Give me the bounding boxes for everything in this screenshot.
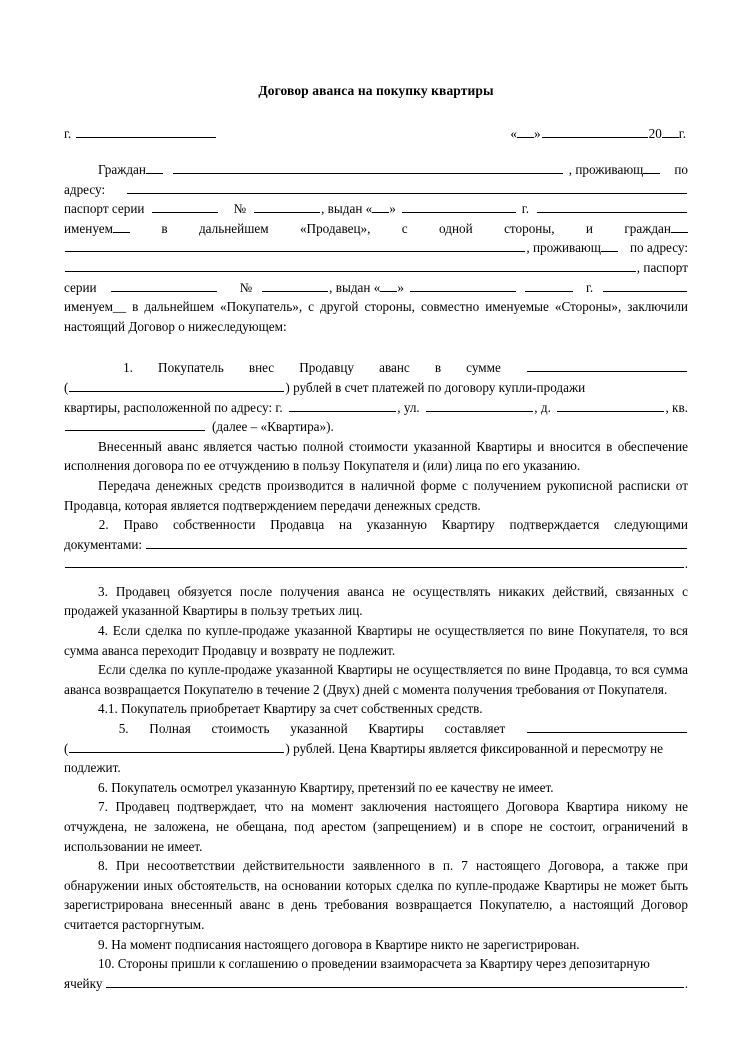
apartment-house-blank[interactable] xyxy=(557,399,665,412)
clause-5-w1: Полная xyxy=(149,721,191,737)
apartment-street-blank[interactable] xyxy=(426,399,534,412)
document-body xyxy=(64,0,688,993)
buyer-passport-number-blank[interactable] xyxy=(262,279,328,292)
full-price-words-blank[interactable] xyxy=(69,740,284,753)
buyer-residing-ending-blank[interactable] xyxy=(601,240,618,252)
further-word: дальнейшем xyxy=(198,220,269,236)
clause-1-w3: Продавцу xyxy=(299,360,355,376)
buyer-by-address-label: по адресу: xyxy=(629,240,688,256)
buyer-residing-label: проживающ xyxy=(533,238,618,258)
named-ending-blank[interactable] xyxy=(113,221,130,233)
seller-address-line xyxy=(64,180,688,200)
clause-2-number: 2. xyxy=(98,517,109,533)
city-blank[interactable] xyxy=(76,125,216,138)
buyer-issued-month-blank[interactable] xyxy=(410,279,516,292)
buyer-citizen-word: граждан xyxy=(624,219,688,239)
buyer-issued-extra-blank[interactable] xyxy=(525,279,573,292)
buyer-name-line: , проживающ по адресу: xyxy=(64,238,688,258)
page-title: Договор аванса на покупку квартиры xyxy=(258,83,494,98)
clause-7-paragraph: 7. Продавец подтверждает, что на момент заключения настоящего Договора Квартира никому не отчуждена, не заложена, не обещана, под арестом (запрещением) и в споре не состоит, ограничений в использовании не имеет. xyxy=(64,799,688,854)
clause-2-w1: Право xyxy=(123,517,159,533)
seller-issued-month-blank[interactable] xyxy=(402,200,516,213)
deposit-cell-blank[interactable] xyxy=(106,975,683,988)
seller-issued-year-blank[interactable] xyxy=(537,200,687,213)
apartment-city-blank[interactable] xyxy=(289,399,397,412)
seller-passport-number-blank[interactable] xyxy=(254,200,320,213)
buyer-passport-series-blank[interactable] xyxy=(111,279,217,292)
clause-1-line-1 xyxy=(64,358,688,378)
buyer-citizen-ending-blank[interactable] xyxy=(671,221,688,233)
clause-5-line2-tail: ) рублей. Цена Квартиры является фиксированной и пересмотру не xyxy=(285,740,663,756)
residing-ending-blank[interactable] xyxy=(643,162,660,174)
parties-block xyxy=(64,160,688,336)
clause-5-number: 5. xyxy=(118,721,129,737)
clause-1-address-prefix: квартиры, расположенной по адресу: г. xyxy=(64,399,283,415)
one-side-b: одной xyxy=(439,220,473,236)
clause-1a-paragraph: Внесенный аванс является частью полной стоимости указанной Квартиры и вносится в обеспечение исполнения договора по ее отчуждению в пользу Покупателя и (или) лица по его указанию. xyxy=(64,438,688,474)
seller-designation-line xyxy=(64,219,688,239)
buyer-passport-line xyxy=(64,278,688,298)
clause-3-paragraph: 3. Продавец обязуется после получения аванса не осуществлять никаких действий, связанных с продажей указанной Квартиры в пользу третьих лиц. xyxy=(64,583,688,619)
one-side-d: и xyxy=(585,220,593,236)
clause-6-paragraph: 6. Покупатель осмотрел указанную Квартиру, претензий по ее качеству не имеет. xyxy=(98,779,554,795)
clause-1-line4-tail: (далее – «Квартира»). xyxy=(212,419,334,435)
series-word: серии xyxy=(64,279,97,295)
clause-4b-paragraph: Если сделка по купле-продаже указанной Квартиры не осуществляется по вине Продавца, то вся сумма аванса возвращается Покупателю в течение 2 (Двух) дней с момента получения требования от Покупателя. xyxy=(64,662,688,697)
clause-5 xyxy=(64,719,688,778)
apartment-number-blank[interactable] xyxy=(65,418,205,431)
buyer-name-blank[interactable] xyxy=(65,239,525,252)
address-label: адресу: xyxy=(64,181,106,197)
city-label: г. xyxy=(64,126,72,141)
city-date-row xyxy=(64,125,688,142)
clause-1-w4: аванс xyxy=(379,360,410,376)
issued-year-label: г. xyxy=(521,201,529,217)
clause-1-number: 1. xyxy=(123,360,133,376)
clause-1-line-3 xyxy=(64,398,688,418)
clause-1-line-2: ( ) рублей в счет платежей по договору купли-продажи xyxy=(64,378,688,398)
number-sign: № xyxy=(233,201,247,217)
in-word: в xyxy=(161,220,168,236)
buyer-address-blank[interactable] xyxy=(65,259,636,272)
citizen-label: Граждан xyxy=(98,160,163,180)
issued-day-blank[interactable] xyxy=(372,201,389,213)
one-side-a: с xyxy=(401,220,408,236)
clause-10 xyxy=(64,954,688,993)
docs-label: документами: xyxy=(64,536,143,552)
clause-1-w6: сумме xyxy=(466,360,501,376)
clause-2-w4: на xyxy=(339,517,352,533)
clause-2-w2: собственности xyxy=(172,517,256,533)
clause-1-line2-tail: ) рублей в счет платежей по договору купли-продажи xyxy=(285,379,586,395)
clause-1-w2: внес xyxy=(248,360,275,376)
clause-1b-paragraph: Передача денежных средств производится в наличной форме с получением рукописной расписки от Продавца, которая является подтверждением передачи денежных средств. xyxy=(64,477,688,513)
clause-2-line-2 xyxy=(64,535,688,555)
full-price-blank[interactable] xyxy=(527,720,687,733)
clause-2-line-3: . xyxy=(64,554,688,574)
clause-9-paragraph: 9. На момент подписания настоящего договора в Квартире никто не зарегистрирован. xyxy=(98,936,580,952)
year-suffix: г. xyxy=(678,126,686,141)
by-label: по xyxy=(674,162,688,177)
clause-5-line-1 xyxy=(64,719,688,739)
clause-10-line-2: ячейку . xyxy=(64,974,688,994)
ownership-docs-blank-1[interactable] xyxy=(146,536,687,549)
day-blank[interactable] xyxy=(517,126,534,138)
seller-quoted: «Продавец», xyxy=(299,220,371,236)
one-side-c: стороны, xyxy=(504,220,555,236)
clause-2-w8: следующими xyxy=(614,517,688,533)
month-blank[interactable] xyxy=(542,125,648,138)
city-field xyxy=(64,125,217,142)
clause-4-paragraph: 4. Если сделка по купле-продаже указанной Квартиры не осуществляется по вине Покупателя, то вся сумма аванса переходит Продавцу и возврату не подлежит. xyxy=(64,623,688,658)
buyer-number-sign: № xyxy=(239,279,253,295)
passport-series-label: паспорт серии xyxy=(64,201,145,217)
clause-1 xyxy=(64,358,688,436)
year-blank[interactable] xyxy=(662,126,679,138)
clause-4-1-paragraph: 4.1. Покупатель приобретает Квартиру за счет собственных средств. xyxy=(98,701,483,717)
seller-name-blank[interactable] xyxy=(173,161,563,174)
clause-5-line-2: ( ) рублей. Цена Квартиры является фиксированной и пересмотру не xyxy=(64,739,688,759)
date-quote-open: « xyxy=(510,126,517,141)
apt-label: , кв. xyxy=(665,399,688,415)
buyer-issued-year-label: г. xyxy=(585,279,594,295)
clause-2-w7: подтверждается xyxy=(509,517,600,533)
date-quote-close: » xyxy=(534,126,541,141)
buyer-issued-label: , выдан « » xyxy=(329,279,404,295)
buyer-passport-word: , паспорт xyxy=(636,259,688,275)
issued-label: , выдан « » xyxy=(321,201,396,217)
clause-5-w3: указанной xyxy=(290,721,348,737)
clause-10-line-1: 10. Стороны пришли к соглашению о проведении взаиморасчета за Квартиру через депозитарную xyxy=(98,956,650,972)
named-label: именуем xyxy=(64,219,130,239)
clause-1-line-4 xyxy=(64,417,688,437)
street-label: , ул. xyxy=(397,399,420,415)
clause-5-line-3: подлежит. xyxy=(64,760,121,776)
advance-amount-words-blank[interactable] xyxy=(69,379,284,392)
citizen-ending-blank[interactable] xyxy=(146,162,163,174)
residing-label: проживающ xyxy=(575,160,660,180)
seller-citizen-line: Граждан , проживающ по xyxy=(64,160,688,180)
ownership-docs-blank-2[interactable] xyxy=(65,555,684,568)
deposit-cell-label: ячейку xyxy=(64,975,103,991)
clause-5-w2: стоимость xyxy=(211,721,270,737)
clause-2-line-1 xyxy=(64,515,688,535)
year-prefix: 20 xyxy=(648,126,662,141)
clause-1-w5: в xyxy=(434,360,442,376)
clause-8-paragraph: 8. При несоответствии действительности заявленного в п. 7 настоящего Договора, а также при обнаружении иных обстоятельств, на основании которых сделка по купле-продаже Квартиры не может быть зарегистрирована внесенный аванс в день требования возвращается Покупателю, а настоящий Договор считается расторгнутым. xyxy=(64,858,688,932)
clause-2-w6: Квартиру xyxy=(441,517,495,533)
clause-2 xyxy=(64,515,688,574)
clause-1-w1: Покупатель xyxy=(158,360,224,376)
buyer-address-line xyxy=(64,258,688,278)
buyer-designation-paragraph: именуем__ в дальнейшем «Покупатель», с другой стороны, совместно именуемые «Стороны», заключили настоящий Договор о нижеследующем: xyxy=(64,299,688,334)
house-label: , д. xyxy=(534,399,551,415)
clause-2-w3: Продавца xyxy=(270,517,325,533)
buyer-issued-year-blank[interactable] xyxy=(603,279,687,292)
clause-5-w5: составляет xyxy=(444,721,506,737)
clause-5-w4: Квартиры xyxy=(368,721,424,737)
advance-amount-blank[interactable] xyxy=(527,359,687,372)
seller-passport-line xyxy=(64,199,688,219)
seller-address-blank[interactable] xyxy=(127,181,687,194)
buyer-issued-day-blank[interactable] xyxy=(380,280,397,292)
clause-2-w5: указанную xyxy=(366,517,428,533)
seller-passport-series-blank[interactable] xyxy=(152,200,218,213)
date-field xyxy=(510,125,688,142)
